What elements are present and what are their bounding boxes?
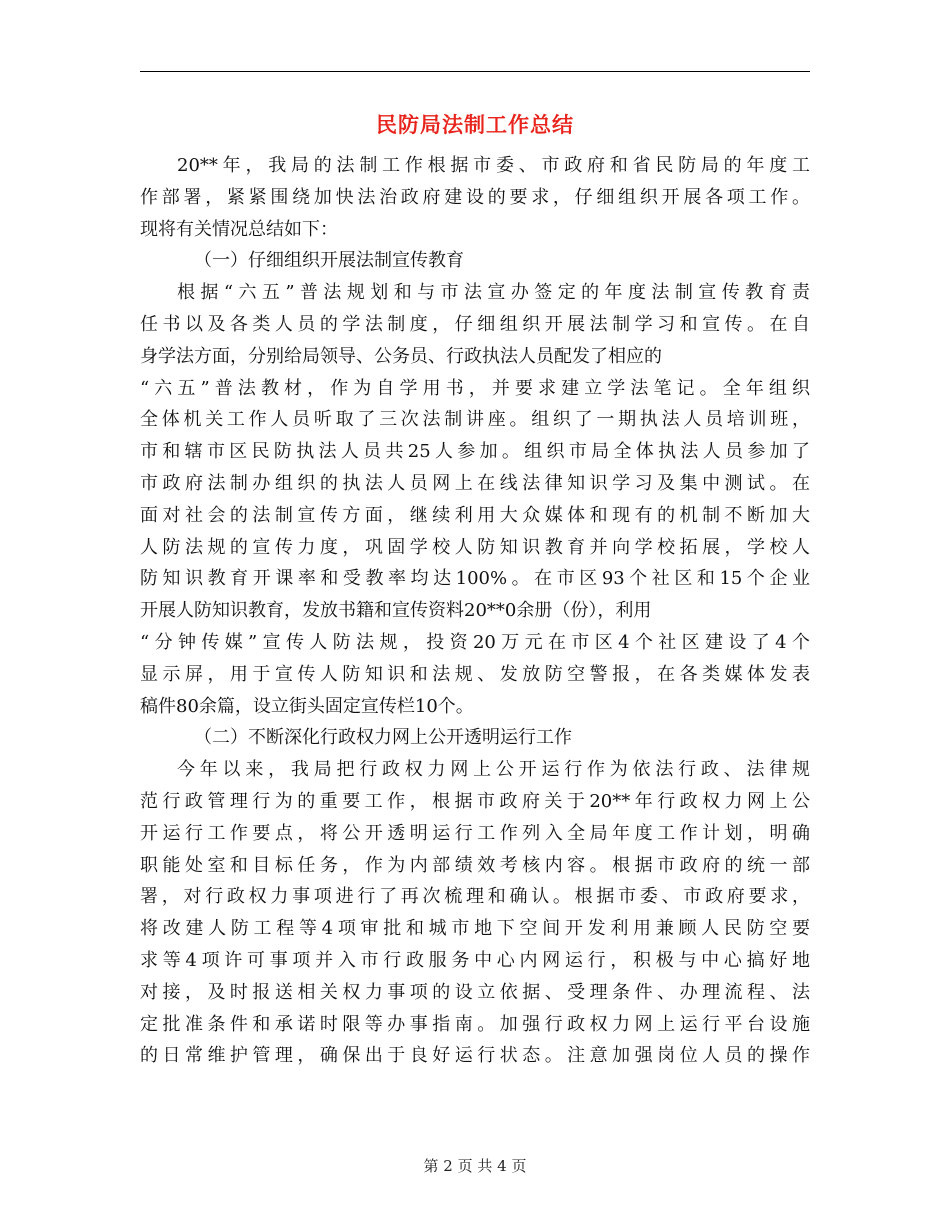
- paragraph-line: 署，对行政权力事项进行了再次梳理和确认。根据市委、市政府要求，: [140, 886, 810, 908]
- paragraph-line: 身学法方面，分别给局领导、公务员、行政执法人员配发了相应的: [140, 345, 662, 367]
- paragraph-line: 显示屏，用于宣传人防知识和法规、发放防空警报，在各类媒体发表: [140, 663, 810, 685]
- paragraph-line: 防知识教育开课率和受教率均达100%。在市区93个社区和15个企业: [140, 568, 810, 590]
- paragraph-line: 市政府法制办组织的执法人员网上在线法律知识学习及集中测试。在: [140, 472, 810, 494]
- section-heading: （二）不断深化行政权力网上公开透明运行工作: [194, 727, 572, 749]
- paragraph-line: 市和辖市区民防执法人员共25人参加。组织市局全体执法人员参加了: [140, 441, 810, 463]
- header-rule: [140, 71, 810, 72]
- paragraph-line: 面对社会的法制宣传方面，继续利用大众媒体和现有的机制不断加大: [140, 504, 810, 526]
- paragraph-line: 现将有关情况总结如下：: [140, 218, 338, 240]
- paragraph-line: 的日常维护管理，确保出于良好运行状态。注意加强岗位人员的操作: [140, 1045, 810, 1067]
- paragraph-line: “六五”普法教材，作为自学用书，并要求建立学法笔记。全年组织: [140, 377, 810, 399]
- paragraph-line: 人防法规的宣传力度，巩固学校人防知识教育并向学校拓展，学校人: [140, 536, 810, 558]
- page-number-footer: 第 2 页 共 4 页: [423, 1157, 527, 1175]
- paragraph-line: “分钟传媒”宣传人防法规，投资20万元在市区4个社区建设了4个: [140, 631, 810, 653]
- paragraph-line: 根据“六五”普法规划和与市法宣办签定的年度法制宣传教育责: [177, 282, 810, 304]
- paragraph-line: 作部署，紧紧围绕加快法治政府建设的要求，仔细组织开展各项工作。: [140, 186, 810, 208]
- paragraph-line: 职能处室和目标任务，作为内部绩效考核内容。根据市政府的统一部: [140, 854, 810, 876]
- document-body: [140, 150, 810, 1072]
- paragraph-line: 对接，及时报送相关权力事项的设立依据、受理条件、办理流程、法: [140, 981, 810, 1003]
- section-heading: （一）仔细组织开展法制宣传教育: [194, 250, 464, 272]
- paragraph-line: 今年以来，我局把行政权力网上公开运行作为依法行政、法律规: [177, 759, 810, 781]
- paragraph-line: 定批准条件和承诺时限等办事指南。加强行政权力网上运行平台设施: [140, 1013, 810, 1035]
- paragraph-line: 全体机关工作人员听取了三次法制讲座。组织了一期执法人员培训班，: [140, 409, 810, 431]
- paragraph-line: 20**年，我局的法制工作根据市委、市政府和省民防局的年度工: [177, 155, 810, 176]
- paragraph-line: 稿件80余篇，设立街头固定宣传栏10个。: [140, 695, 474, 717]
- paragraph-line: 将改建人防工程等4项审批和城市地下空间开发利用兼顾人民防空要: [140, 918, 810, 940]
- document-title: 民防局法制工作总结: [376, 112, 574, 137]
- paragraph-line: 求等4项许可事项并入市行政服务中心内网运行，积极与中心搞好地: [140, 949, 810, 971]
- paragraph-line: 开运行工作要点，将公开透明运行工作列入全局年度工作计划，明确: [140, 822, 810, 844]
- paragraph-line: 范行政管理行为的重要工作，根据市政府关于20**年行政权力网上公: [140, 790, 810, 812]
- paragraph-line: 任书以及各类人员的学法制度，仔细组织开展法制学习和宣传。在自: [140, 313, 810, 335]
- paragraph-line: 开展人防知识教育，发放书籍和宣传资料20**0余册（份），利用: [140, 600, 652, 622]
